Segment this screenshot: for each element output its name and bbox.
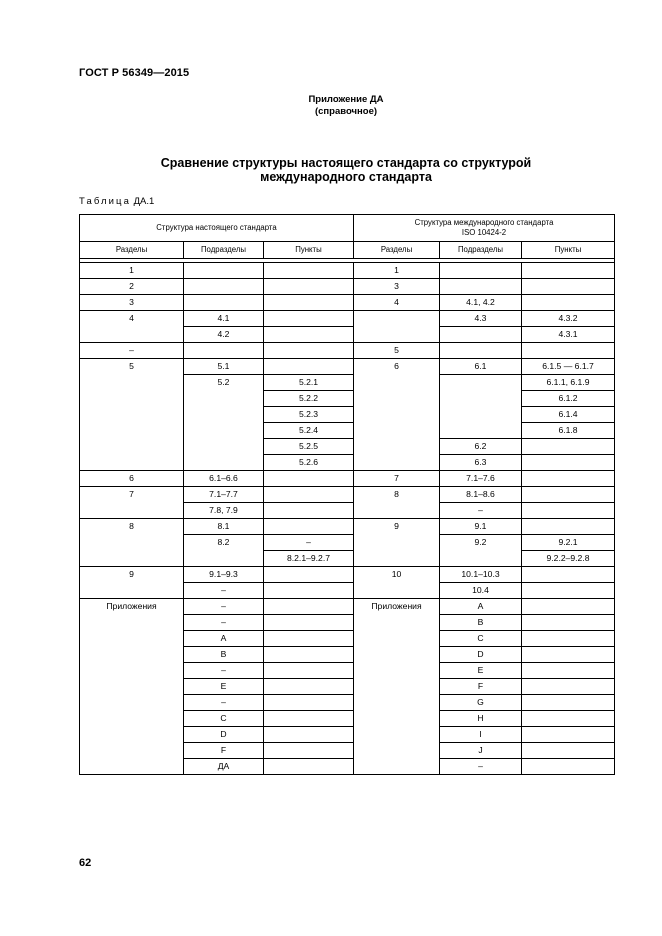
cell-item (264, 503, 354, 519)
cell-intl-subsection: E (440, 663, 522, 679)
cell-intl-subsection: 7.1–7.6 (440, 471, 522, 487)
cell-intl-subsection: 4.1, 4.2 (440, 295, 522, 311)
page-title-line-1: Сравнение структуры настоящего стандарта со структурой (160, 156, 532, 170)
column-header-sections-intl: Разделы (354, 242, 440, 259)
table-label-number: ДА.1 (133, 196, 155, 207)
page-title (0, 156, 662, 184)
cell-subsection: – (184, 695, 264, 711)
cell-intl-subsection: 8.1–8.6 (440, 487, 522, 503)
cell-subsection: – (184, 599, 264, 615)
cell-intl-item (522, 727, 615, 743)
table-row (80, 359, 615, 375)
cell-subsection (184, 295, 264, 311)
cell-intl-item (522, 711, 615, 727)
cell-subsection: 5.1 (184, 359, 264, 375)
column-header-items: Пункты (264, 242, 354, 259)
table-row (80, 519, 615, 535)
cell-section: 7 (80, 487, 184, 519)
cell-item: 5.2.2 (264, 391, 354, 407)
cell-intl-section: 4 (354, 295, 440, 311)
cell-intl-section (354, 311, 440, 343)
cell-intl-item (522, 471, 615, 487)
cell-intl-item: 4.3.1 (522, 327, 615, 343)
column-header-subsections-intl: Подразделы (440, 242, 522, 259)
cell-intl-item: 6.1.1, 6.1.9 (522, 375, 615, 391)
cell-subsection: 7.1–7.7 (184, 487, 264, 503)
cell-intl-item (522, 455, 615, 471)
cell-subsection: – (184, 663, 264, 679)
cell-intl-subsection: D (440, 647, 522, 663)
cell-subsection: A (184, 631, 264, 647)
cell-intl-subsection (440, 343, 522, 359)
right-structure-header-line-1: Структура международного стандарта (414, 218, 554, 227)
cell-item (264, 263, 354, 279)
page-number: 62 (79, 857, 92, 869)
cell-intl-item (522, 695, 615, 711)
cell-subsection: ДА (184, 759, 264, 775)
cell-item (264, 711, 354, 727)
cell-section: 9 (80, 567, 184, 599)
cell-item: 5.2.5 (264, 439, 354, 455)
cell-item (264, 679, 354, 695)
cell-item (264, 743, 354, 759)
cell-intl-item (522, 583, 615, 599)
cell-intl-subsection: 6.2 (440, 439, 522, 455)
table-header-row-2 (80, 242, 615, 259)
cell-item: 5.2.6 (264, 455, 354, 471)
cell-subsection (184, 343, 264, 359)
cell-intl-section: 1 (354, 263, 440, 279)
cell-intl-section: 9 (354, 519, 440, 567)
cell-intl-item (522, 519, 615, 535)
cell-subsection: 8.1 (184, 519, 264, 535)
table-label-word: Таблица (79, 196, 131, 207)
cell-subsection: 5.2 (184, 375, 264, 471)
cell-intl-item (522, 279, 615, 295)
cell-item (264, 599, 354, 615)
cell-intl-subsection: 10.1–10.3 (440, 567, 522, 583)
cell-subsection: F (184, 743, 264, 759)
cell-item (264, 727, 354, 743)
cell-intl-subsection: B (440, 615, 522, 631)
cell-intl-subsection: C (440, 631, 522, 647)
cell-intl-item (522, 663, 615, 679)
cell-intl-item: 9.2.2–9.2.8 (522, 551, 615, 567)
cell-intl-subsection: 6.3 (440, 455, 522, 471)
cell-intl-item: 4.3.2 (522, 311, 615, 327)
cell-section: 4 (80, 311, 184, 343)
cell-item: 5.2.3 (264, 407, 354, 423)
column-header-subsections: Подразделы (184, 242, 264, 259)
table-row (80, 487, 615, 503)
cell-intl-section: 7 (354, 471, 440, 487)
annex-title: Приложение ДА (308, 94, 384, 105)
cell-intl-section: Приложения (354, 599, 440, 775)
cell-item: – (264, 535, 354, 551)
cell-item (264, 487, 354, 503)
cell-section: 6 (80, 471, 184, 487)
cell-subsection: 7.8, 7.9 (184, 503, 264, 519)
cell-intl-item (522, 679, 615, 695)
cell-section: – (80, 343, 184, 359)
cell-intl-item: 6.1.4 (522, 407, 615, 423)
cell-subsection (184, 263, 264, 279)
cell-intl-section: 8 (354, 487, 440, 519)
cell-intl-item (522, 343, 615, 359)
column-header-sections: Разделы (80, 242, 184, 259)
cell-intl-subsection: – (440, 759, 522, 775)
cell-intl-subsection: 9.2 (440, 535, 522, 567)
cell-item (264, 647, 354, 663)
cell-subsection: 6.1–6.6 (184, 471, 264, 487)
cell-item (264, 359, 354, 375)
cell-intl-item: 6.1.8 (522, 423, 615, 439)
cell-item: 8.2.1–9.2.7 (264, 551, 354, 567)
left-structure-header: Структура настоящего стандарта (80, 215, 354, 242)
cell-intl-subsection (440, 263, 522, 279)
cell-intl-item (522, 759, 615, 775)
cell-intl-section: 5 (354, 343, 440, 359)
cell-subsection: D (184, 727, 264, 743)
cell-intl-item (522, 599, 615, 615)
cell-item (264, 583, 354, 599)
cell-subsection: 4.1 (184, 311, 264, 327)
cell-subsection: – (184, 615, 264, 631)
cell-item: 5.2.4 (264, 423, 354, 439)
cell-intl-item (522, 631, 615, 647)
cell-item (264, 295, 354, 311)
cell-intl-item (522, 263, 615, 279)
comparison-table (79, 214, 615, 775)
annex-heading (0, 94, 662, 118)
cell-item: 5.2.1 (264, 375, 354, 391)
comparison-table-body (80, 215, 615, 775)
column-header-items-intl: Пункты (522, 242, 615, 259)
cell-intl-subsection (440, 375, 522, 439)
table-row (80, 343, 615, 359)
cell-section: 8 (80, 519, 184, 567)
cell-item (264, 311, 354, 327)
cell-intl-subsection: I (440, 727, 522, 743)
cell-intl-subsection (440, 279, 522, 295)
cell-intl-subsection: 9.1 (440, 519, 522, 535)
table-row (80, 599, 615, 615)
table-row (80, 295, 615, 311)
cell-subsection: B (184, 647, 264, 663)
table-row (80, 471, 615, 487)
cell-intl-subsection: J (440, 743, 522, 759)
table-header-row-1 (80, 215, 615, 242)
cell-subsection: E (184, 679, 264, 695)
cell-subsection: C (184, 711, 264, 727)
annex-subtitle: (справочное) (314, 106, 378, 117)
cell-intl-item (522, 439, 615, 455)
table-row (80, 263, 615, 279)
cell-intl-item (522, 487, 615, 503)
cell-item (264, 615, 354, 631)
cell-item (264, 695, 354, 711)
cell-intl-subsection: – (440, 503, 522, 519)
cell-intl-item (522, 647, 615, 663)
right-structure-header-line-2: ISO 10424-2 (461, 228, 507, 237)
cell-intl-subsection: H (440, 711, 522, 727)
cell-intl-subsection: 4.3 (440, 311, 522, 327)
cell-section: Приложения (80, 599, 184, 775)
table-row (80, 311, 615, 327)
cell-item (264, 471, 354, 487)
cell-item (264, 567, 354, 583)
cell-item (264, 663, 354, 679)
cell-intl-section: 3 (354, 279, 440, 295)
cell-item (264, 279, 354, 295)
table-row (80, 279, 615, 295)
cell-intl-subsection (440, 327, 522, 343)
cell-subsection (184, 279, 264, 295)
page-title-line-2: международного стандарта (260, 170, 432, 184)
cell-item (264, 343, 354, 359)
cell-item (264, 519, 354, 535)
cell-intl-section: 10 (354, 567, 440, 599)
cell-section: 2 (80, 279, 184, 295)
cell-intl-item (522, 503, 615, 519)
cell-intl-item: 6.1.2 (522, 391, 615, 407)
cell-intl-item: 9.2.1 (522, 535, 615, 551)
cell-intl-item (522, 295, 615, 311)
cell-intl-subsection: G (440, 695, 522, 711)
cell-intl-item (522, 615, 615, 631)
cell-intl-item (522, 743, 615, 759)
cell-intl-section: 6 (354, 359, 440, 471)
cell-section: 3 (80, 295, 184, 311)
cell-subsection: 8.2 (184, 535, 264, 567)
table-label (79, 196, 154, 207)
document-code: ГОСТ Р 56349—2015 (79, 67, 190, 79)
right-structure-header (354, 215, 615, 242)
cell-item (264, 327, 354, 343)
cell-intl-subsection: A (440, 599, 522, 615)
cell-subsection: – (184, 583, 264, 599)
cell-intl-subsection: 10.4 (440, 583, 522, 599)
cell-subsection: 9.1–9.3 (184, 567, 264, 583)
cell-intl-subsection: 6.1 (440, 359, 522, 375)
cell-section: 1 (80, 263, 184, 279)
cell-section: 5 (80, 359, 184, 471)
cell-item (264, 759, 354, 775)
cell-intl-item: 6.1.5 — 6.1.7 (522, 359, 615, 375)
cell-intl-item (522, 567, 615, 583)
cell-item (264, 631, 354, 647)
cell-intl-subsection: F (440, 679, 522, 695)
cell-subsection: 4.2 (184, 327, 264, 343)
table-row (80, 567, 615, 583)
